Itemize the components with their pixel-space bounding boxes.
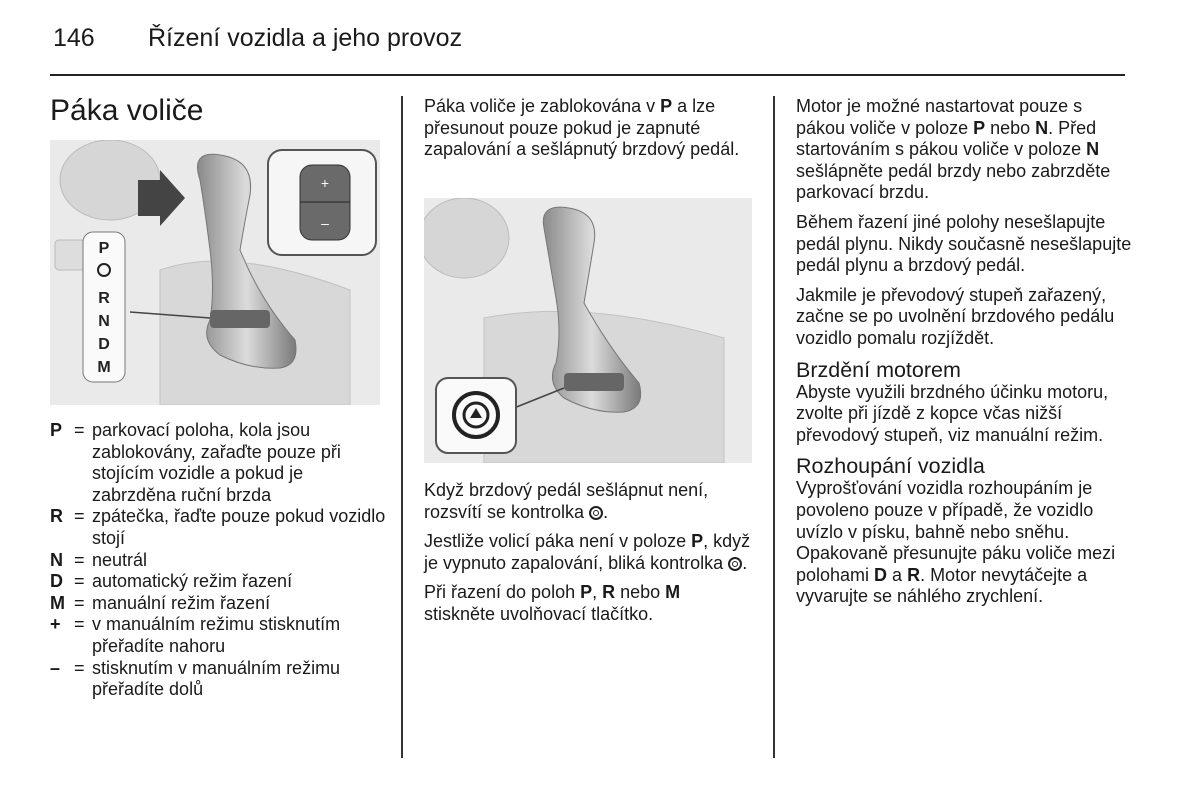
legend-row-d: D = automatický režim řazení (50, 571, 293, 592)
rocking-heading: Rozhoupání vozidla (796, 454, 985, 479)
selector-lever-figure (50, 140, 380, 405)
lever-locked-paragraph: Páka voliče je zablokována v P a lze přesunout pouze pokud je zapnuté zapalování a sešlápnutý brzdový pedál. (424, 96, 740, 160)
legend-row-minus: – = stisknutím v manuálním režimu přeřadíte dolů (50, 657, 341, 700)
column-2-lower (424, 480, 754, 634)
engine-braking-paragraph: Abyste využili brzdného účinku motoru, zvolte při jízdě z kopce včas nižší převodový stupeň, viz manuální režim. (796, 381, 1109, 445)
figure-gear-n: N (98, 313, 110, 330)
creep-paragraph: Jakmile je převodový stupeň zařazený, začne se po uvolnění brzdového pedálu vozidlo pomalu rozjíždět. (796, 284, 1115, 348)
chapter-title: Řízení vozidla a jeho provoz (148, 24, 463, 52)
figure-gear-d: D (98, 336, 110, 353)
column-3 (796, 96, 1132, 616)
brake-warning-figure (424, 198, 752, 463)
ignition-off-paragraph: Jestliže volicí páka není v poloze P, když je vypnuto zapalování, bliká kontrolka . (424, 531, 751, 573)
legend-row-plus: + = v manuálním režimu stisknutím přeřadíte nahoru (50, 614, 341, 656)
legend-row-n: N = neutrál (50, 549, 148, 570)
section-title: Páka voliče (50, 94, 204, 127)
header-rule (50, 74, 1125, 76)
column-divider-2 (773, 96, 775, 758)
figure-gear-m: M (97, 359, 111, 376)
brake-light-paragraph: Když brzdový pedál sešlápnut není, rozsvítí se kontrolka . (424, 480, 709, 522)
gear-legend (50, 420, 390, 701)
column-divider-1 (401, 96, 403, 758)
column-2 (424, 96, 754, 169)
engine-braking-heading: Brzdění motorem (796, 357, 961, 382)
legend-row-m: M = manuální režim řazení (50, 592, 271, 613)
figure-plus-label: + (320, 175, 330, 191)
rocking-paragraph: Vyprošťování vozidla rozhoupáním je povoleno pouze v případě, že vozidlo uvízlo v písku, bahně nebo sněhu. Opakovaně přesunujte páku voliče mezi polohami D a R. Motor nevytáčejte a vyvarujte se náhlého zrychlení. (796, 478, 1116, 607)
brake-warning-icon (728, 557, 742, 571)
figure-gear-r: R (98, 290, 110, 307)
brake-warning-icon (589, 506, 603, 520)
engine-start-paragraph: Motor je možné nastartovat pouze s pákou voliče v poloze P nebo N. Před startováním s pákou voliče v poloze N sešlápněte pedál brzdy nebo zabrzděte parkovací brzdu. (796, 96, 1111, 203)
legend-row-p: P = parkovací poloha, kola jsou zablokovány, zařaďte pouze při stojícím vozidle a pokud je zabrzděna ruční brzda (50, 420, 341, 505)
figure-minus-label: – (321, 215, 329, 231)
figure-gear-p: P (98, 240, 110, 257)
release-button-paragraph: Při řazení do poloh P, R nebo M stiskněte uvolňovací tlačítko. (424, 582, 681, 624)
no-accelerator-paragraph: Během řazení jiné polohy nesešlapujte pedál plynu. Nikdy současně nesešlapujte pedál plynu a brzdový pedál. (796, 211, 1132, 276)
legend-row-r: R = zpátečka, řaďte pouze pokud vozidlo stojí (50, 506, 386, 548)
page-number: 146 (53, 24, 95, 52)
